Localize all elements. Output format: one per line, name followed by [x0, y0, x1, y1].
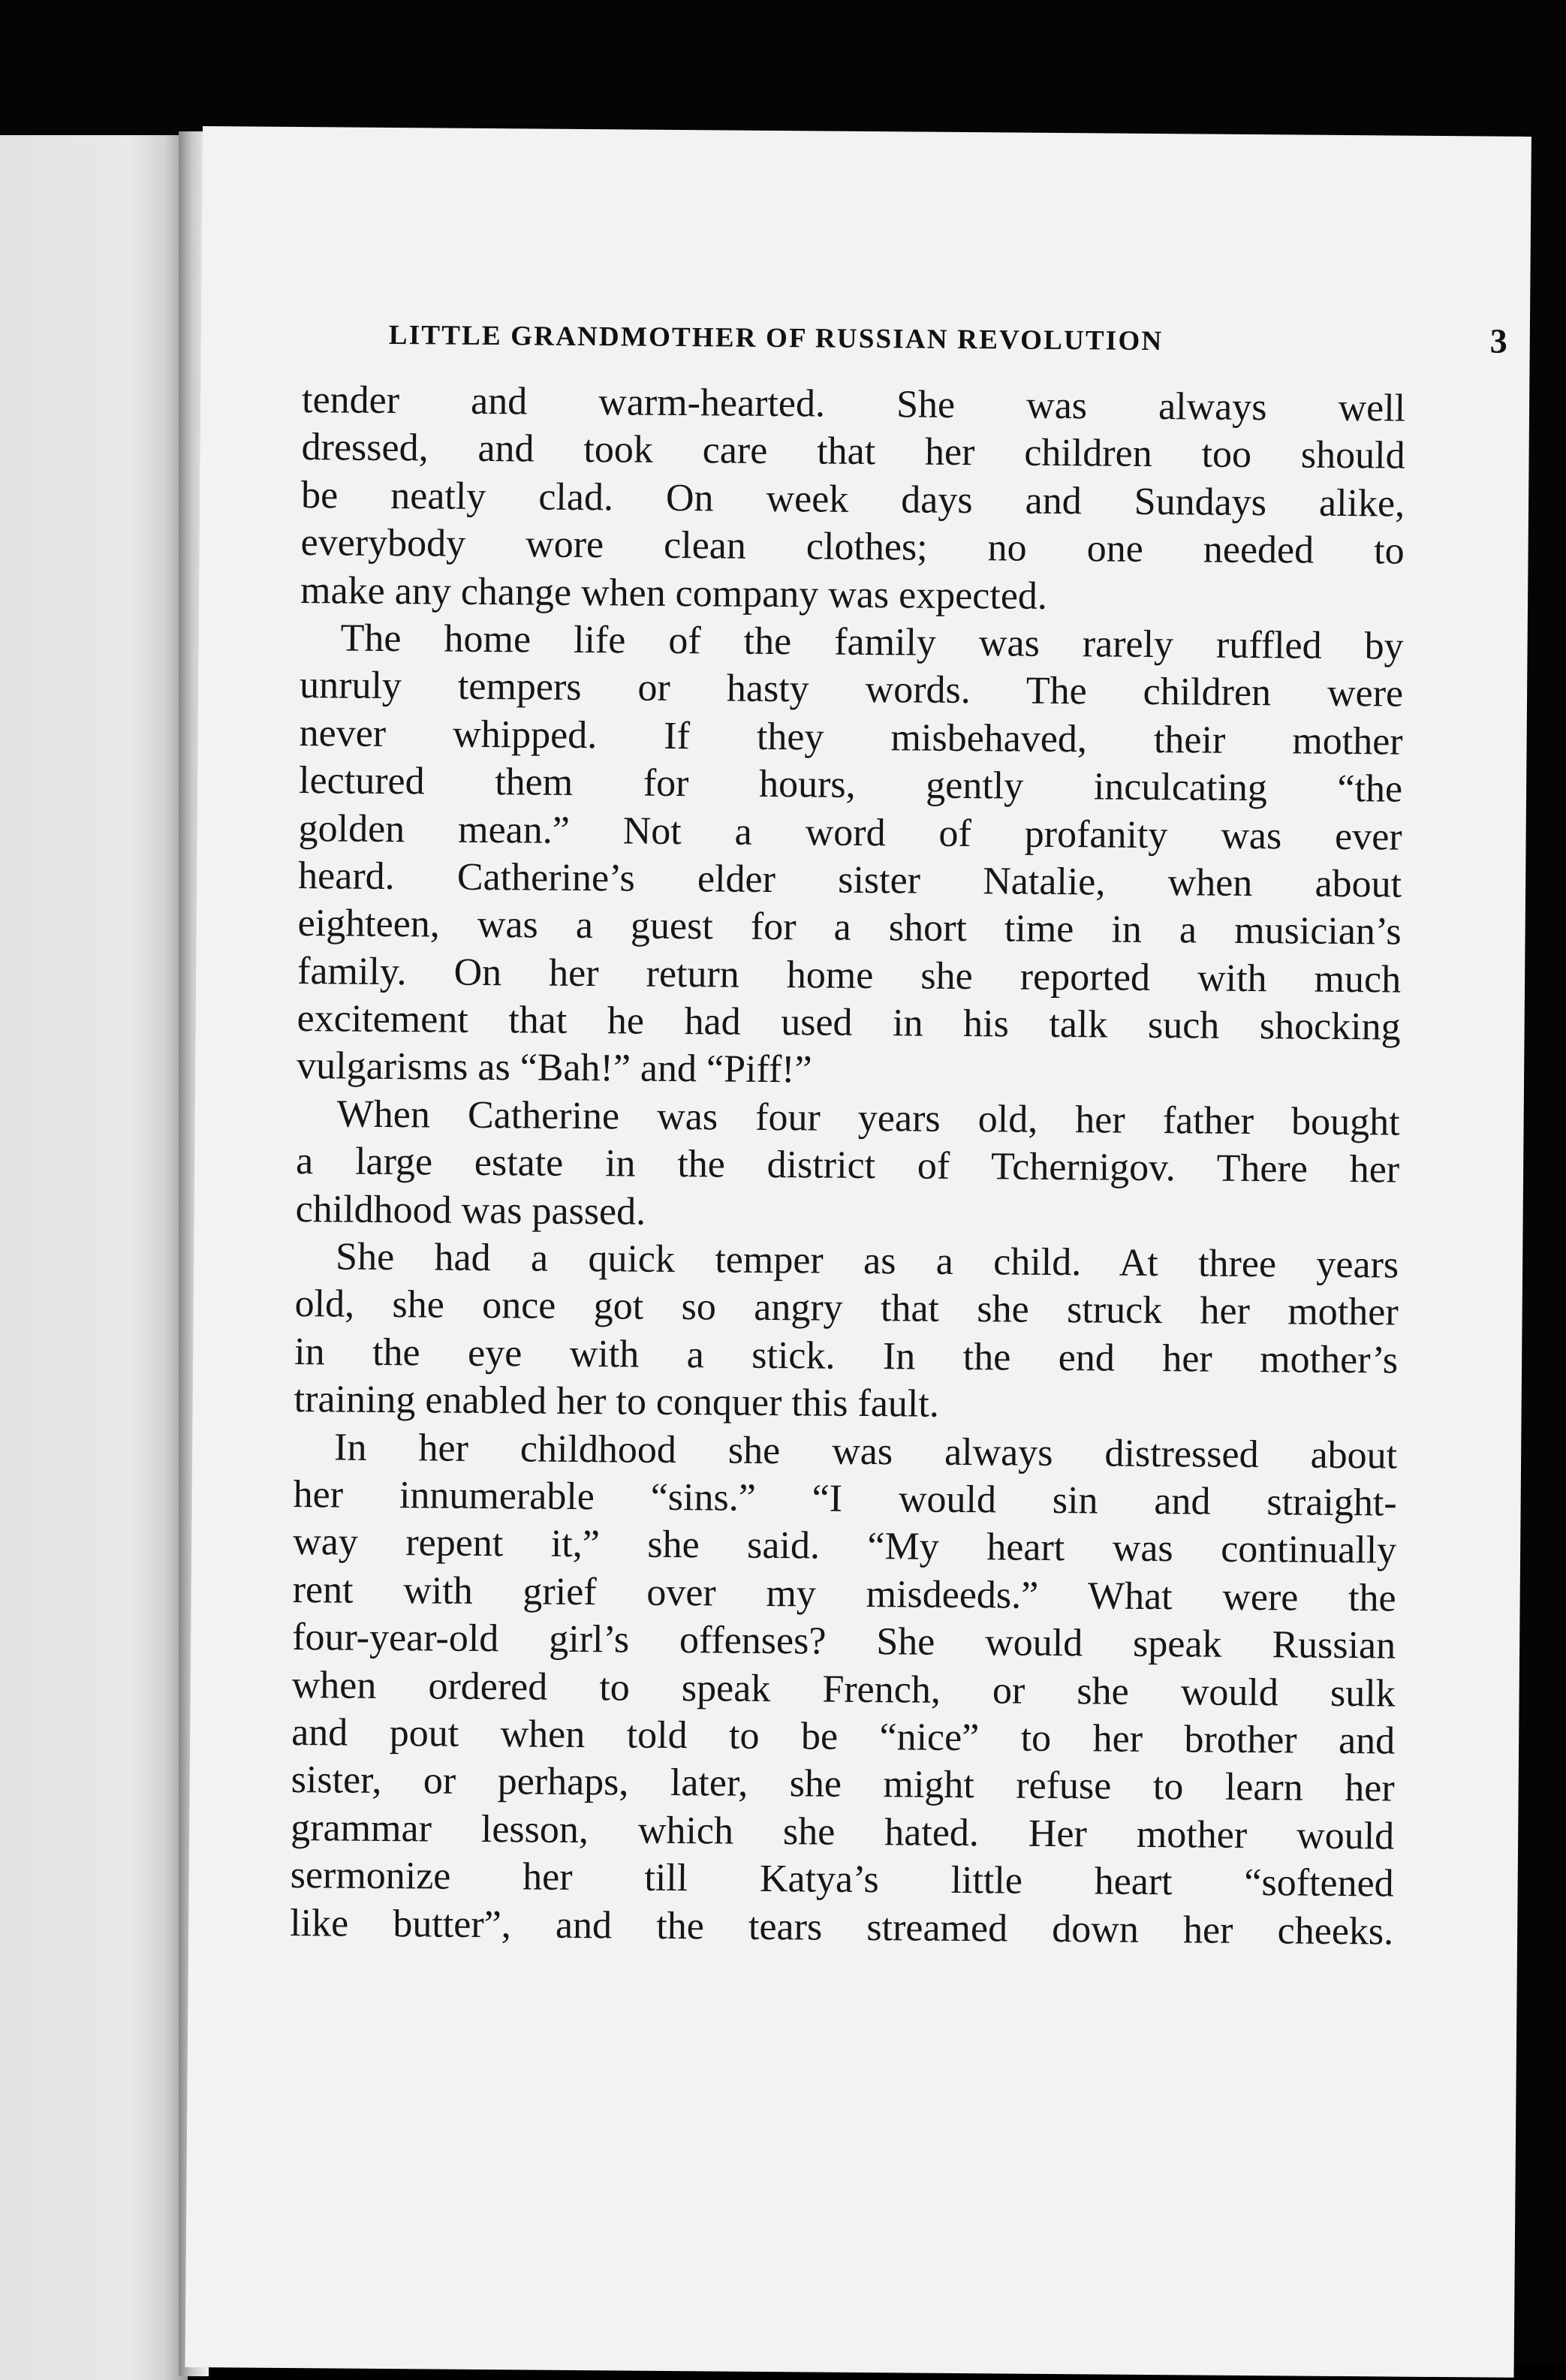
text-line: sister, or perhaps, later, she might refuse to learn her [291, 1758, 1395, 1810]
text-line: and pout when told to be “nice” to her brother and [291, 1710, 1396, 1763]
text-line: grammar lesson, which she hated. Her mother would [290, 1806, 1395, 1858]
text-line: training enabled her to conquer this fault. [294, 1378, 940, 1426]
paragraph-start-line: She had a quick temper as a child. At three years [335, 1235, 1399, 1287]
body-text [290, 376, 1405, 1955]
text-line: in the eye with a stick. In the end her mother’s [294, 1330, 1399, 1382]
text-line: heard. Catherine’s elder sister Natalie, when about [297, 854, 1402, 906]
text-line: rent with grief over my misdeeds.” What were the [292, 1568, 1396, 1620]
paragraph-start-line: In her childhood she was always distressed about [333, 1426, 1398, 1478]
text-line: lectured them for hours, gently inculcating “the [298, 759, 1403, 811]
text-line: like butter”, and the tears streamed down her cheeks. [289, 1901, 1394, 1954]
text-line: childhood was passed. [295, 1187, 646, 1234]
text-line: family. On her return home she reported with much [297, 949, 1402, 1002]
text-line: everybody wore clean clothes; no one needed to [300, 521, 1405, 573]
paragraph-start-line: The home life of the family was rarely ruffled by [340, 616, 1404, 668]
text-line: be neatly clad. On week days and Sundays alike, [300, 473, 1405, 526]
text-line: old, she once got so angry that she struck her mother [294, 1282, 1399, 1334]
text-line: unruly tempers or hasty words. The children were [299, 664, 1404, 716]
text-line: four-year-old girl’s offenses? She would speak Russian [291, 1616, 1396, 1668]
text-line: sermonize her till Katya’s little heart “softened [290, 1854, 1394, 1906]
page-header [388, 312, 1507, 381]
text-line: eighteen, was a guest for a short time in a musician’s [297, 902, 1402, 954]
text-line: tender and warm-hearted. She was always well [301, 378, 1406, 430]
text-line: make any change when company was expected. [300, 568, 1048, 618]
text-line: way repent it,” she said. “My heart was continually [292, 1520, 1397, 1572]
text-line: a large estate in the district of Tchernigov. There her [295, 1140, 1400, 1192]
running-title: LITTLE GRANDMOTHER OF RUSSIAN REVOLUTION [388, 319, 1164, 357]
page-number: 3 [1489, 321, 1508, 360]
text-line: dressed, and took care that her children too should [301, 426, 1405, 478]
book-page [185, 126, 1531, 2378]
text-line: when ordered to speak French, or she would sulk [291, 1663, 1396, 1716]
text-line: golden mean.” Not a word of profanity was ever [298, 806, 1402, 859]
text-line: excitement that he had used in his talk such shocking [297, 997, 1401, 1049]
text-line: vulgarisms as “Bah!” and “Piff!” [296, 1044, 812, 1092]
facing-page-edge [0, 135, 188, 2380]
text-line: her innumerable “sins.” “I would sin and straight- [293, 1472, 1397, 1525]
text-line: never whipped. If they misbehaved, their mother [299, 711, 1403, 764]
paragraph-start-line: When Catherine was four years old, her father bought [336, 1092, 1400, 1144]
